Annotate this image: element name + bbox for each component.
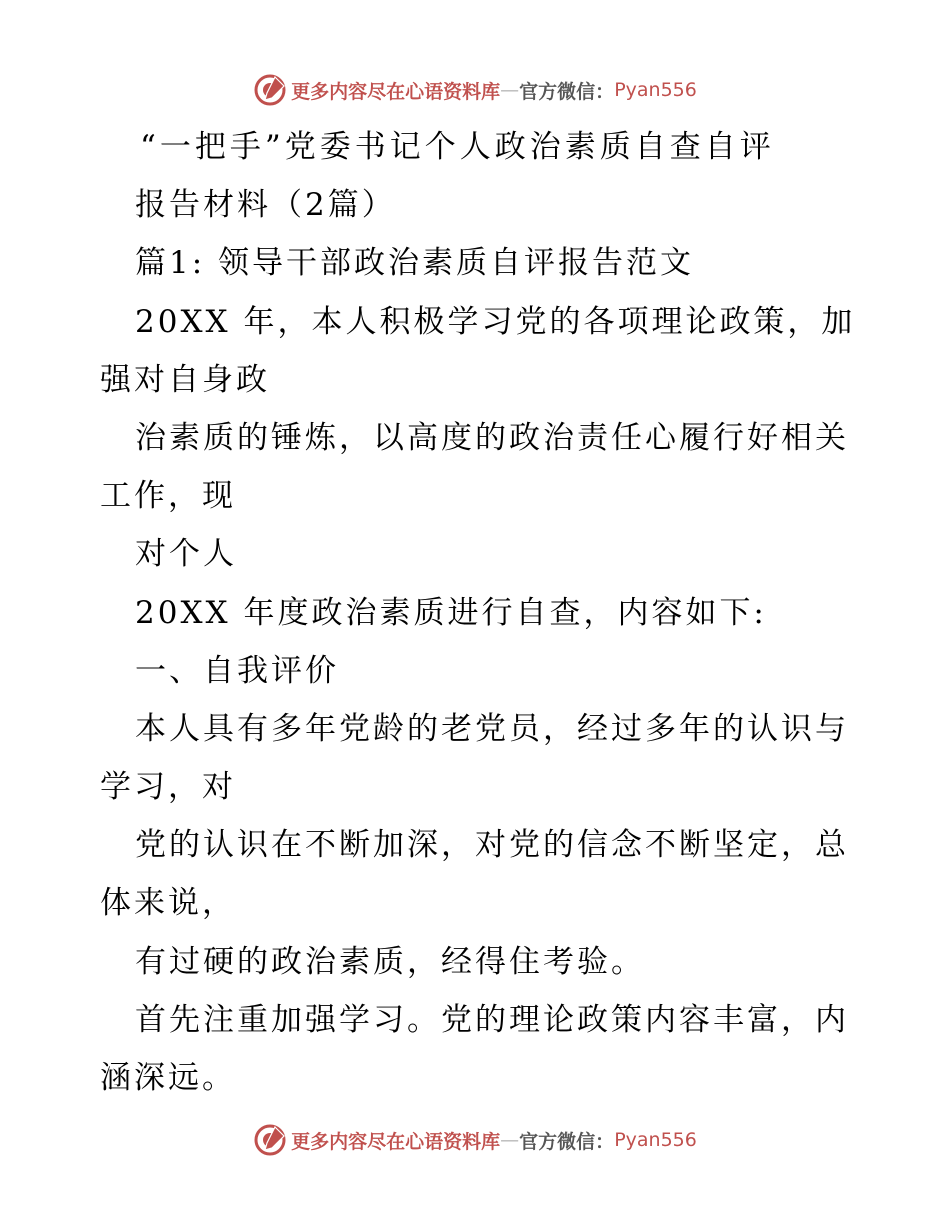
watermark-site-text: 更多内容尽在心语资料库	[291, 1130, 501, 1153]
document-line: 学习，对	[100, 769, 236, 805]
watermark-official-label: 官方微信：	[519, 1130, 615, 1153]
document-line: 本人具有多年党龄的老党员，经过多年的认识与	[135, 711, 849, 747]
watermark-separator: —	[500, 79, 520, 101]
document-line: 强对自身政	[100, 362, 270, 398]
document-line: 一、自我评价	[135, 653, 339, 689]
document-line: 首先注重加强学习。党的理论政策内容丰富，内	[135, 1002, 849, 1038]
document-line: 党的认识在不断加深，对党的信念不断坚定，总	[135, 827, 849, 863]
watermark-handle: Pyan556	[614, 1129, 697, 1151]
watermark-banner-bottom	[0, 1120, 950, 1160]
watermark-separator: —	[500, 1129, 520, 1151]
watermark-official-label: 官方微信：	[519, 80, 615, 103]
document-line: 工作，现	[100, 478, 236, 514]
document-line: 20XX 年，本人积极学习党的各项理论政策，加	[135, 304, 856, 340]
brand-logo-icon	[253, 1123, 287, 1157]
document-line: 20XX 年度政治素质进行自查，内容如下:	[135, 595, 767, 631]
brand-logo-icon	[253, 73, 287, 107]
watermark-banner-top	[0, 70, 950, 110]
watermark-site-text: 更多内容尽在心语资料库	[291, 80, 501, 103]
document-line: 对个人	[135, 536, 237, 572]
document-line: 涵深远。	[100, 1060, 236, 1096]
document-line: 篇1: 领导干部政治素质自评报告范文	[135, 245, 695, 281]
watermark-handle: Pyan556	[614, 79, 697, 101]
document-line: 体来说，	[100, 885, 236, 921]
document-line: 有过硬的政治素质，经得住考验。	[135, 944, 645, 980]
document-title-line-1: “一把手”党委书记个人政治素质自查自评	[140, 129, 775, 165]
document-title-line-2: 报告材料（2篇）	[135, 187, 396, 223]
document-line: 治素质的锤炼，以高度的政治责任心履行好相关	[135, 420, 849, 456]
